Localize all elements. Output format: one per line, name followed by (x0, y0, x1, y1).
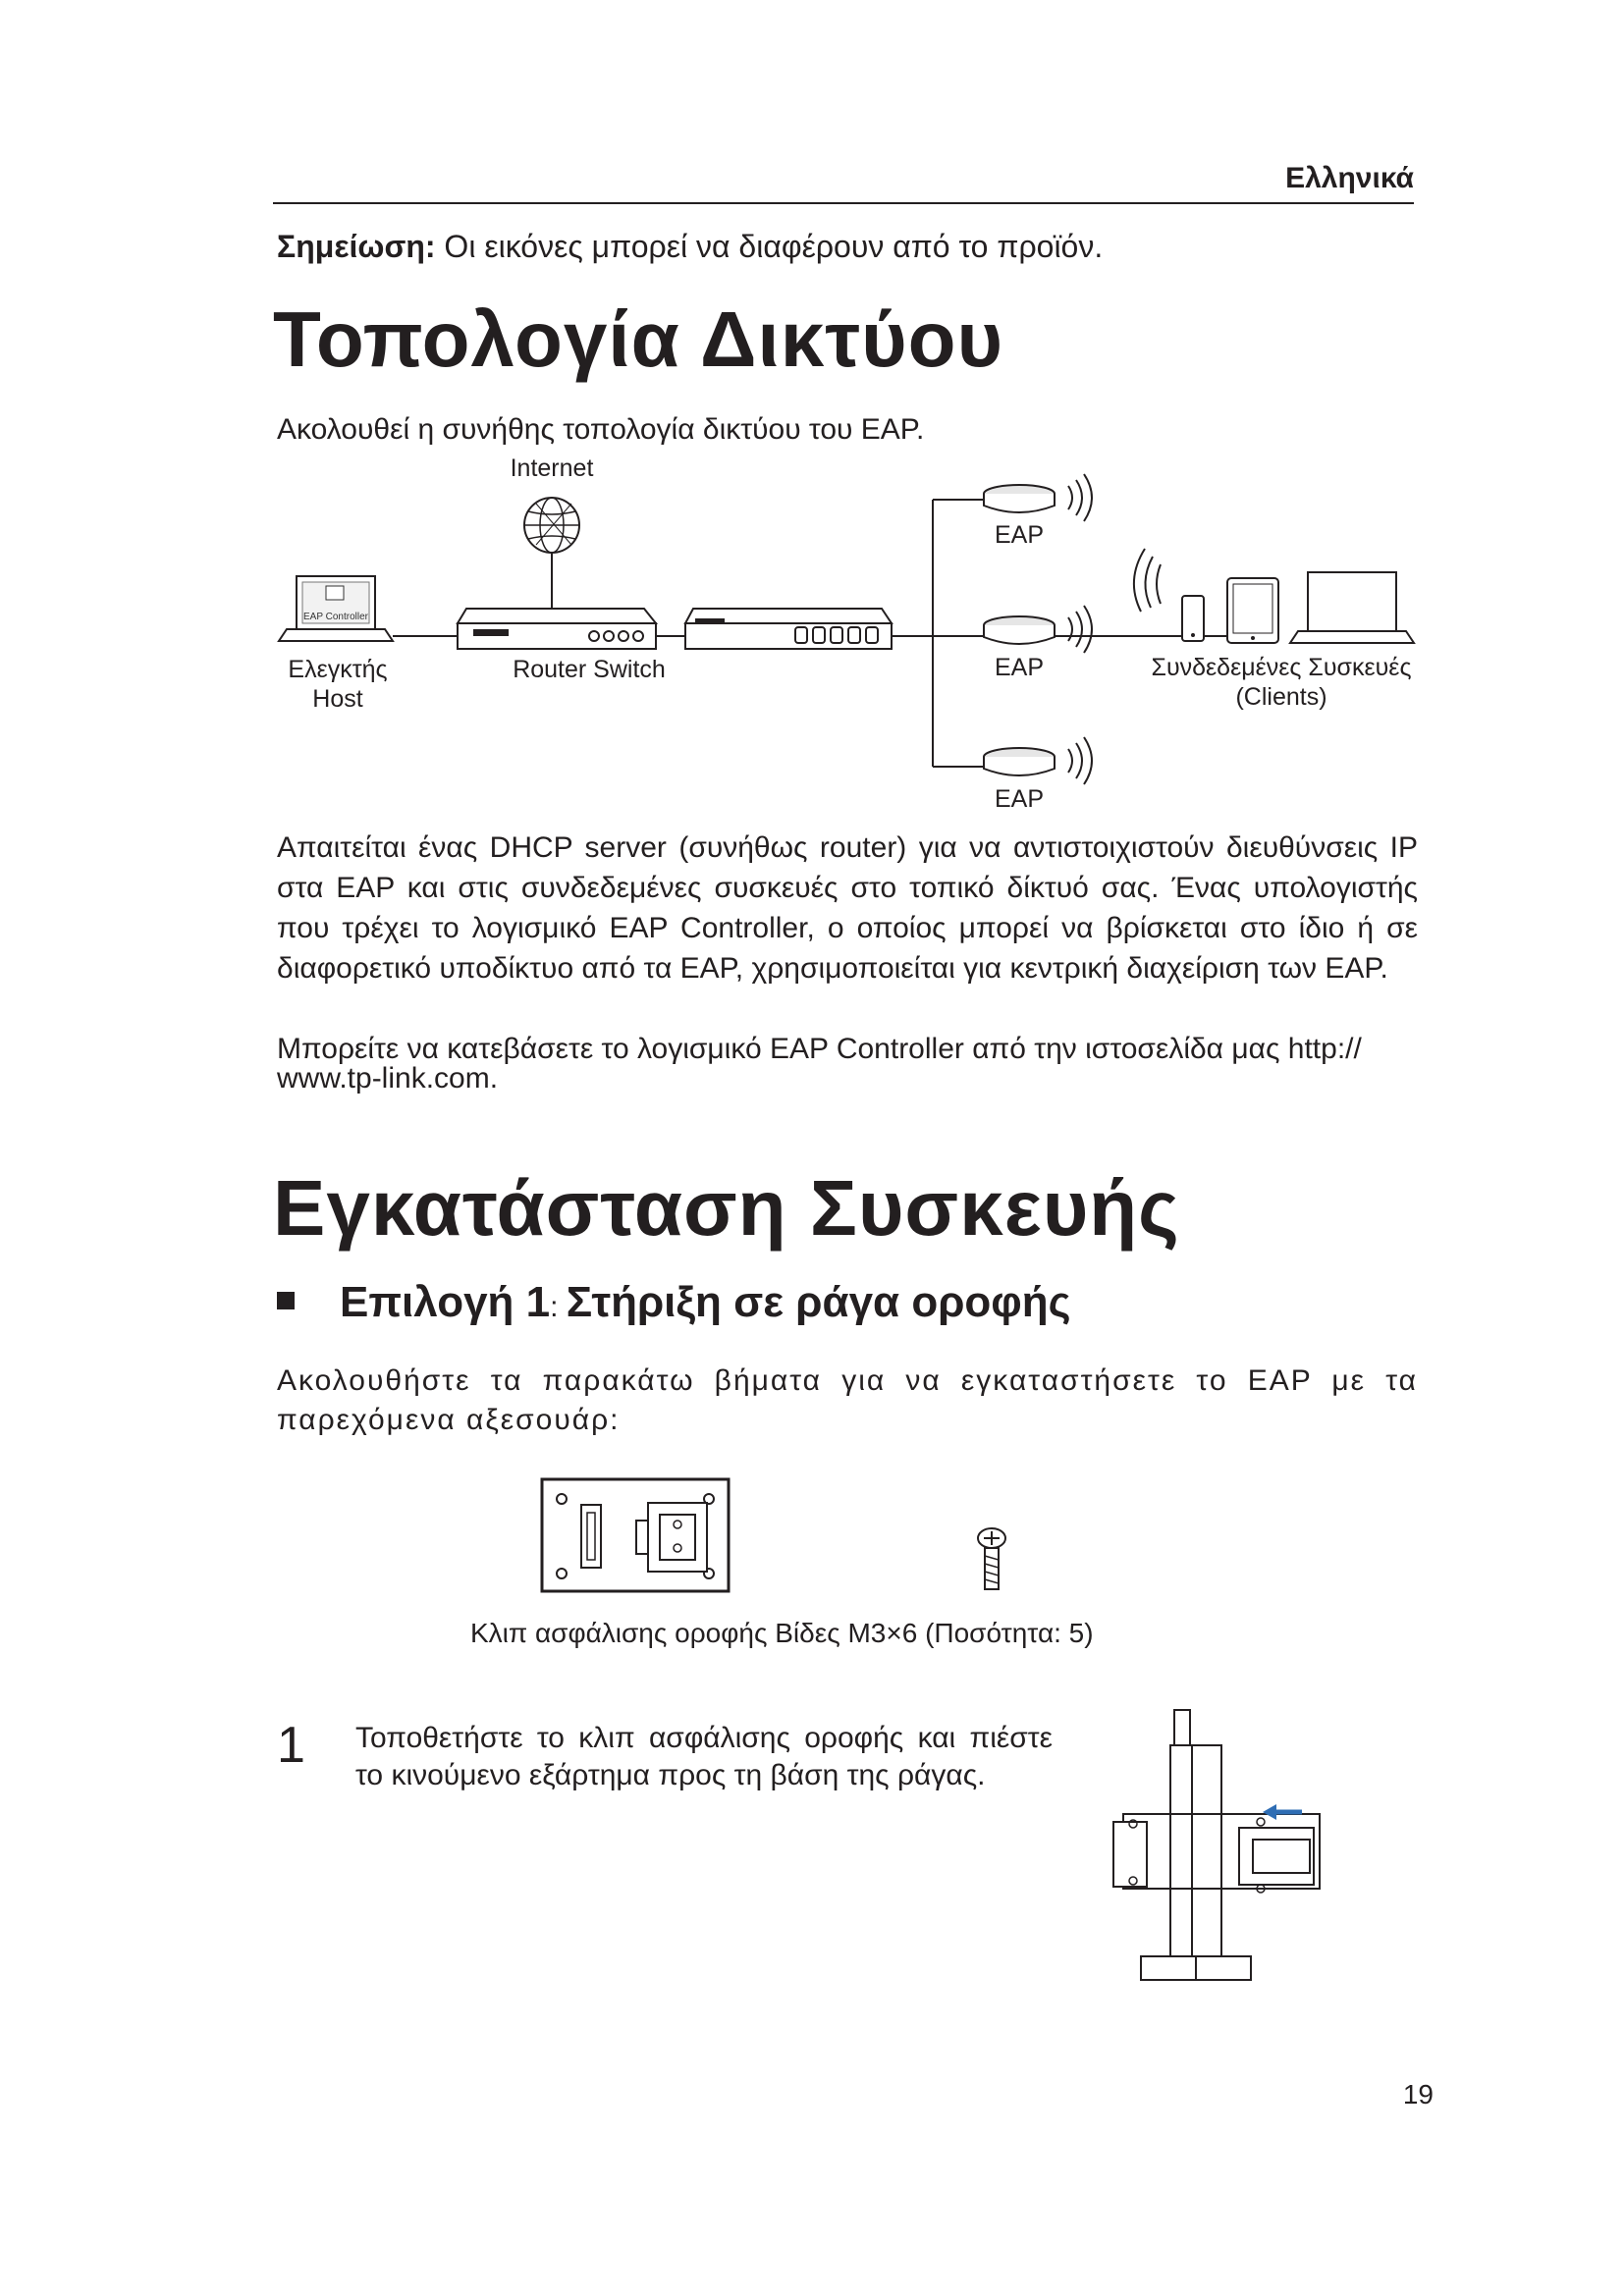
step-text: Τοποθετήστε το κλιπ ασφάλισης οροφής και πιέστε το κινούμενο εξάρτημα προς τη βάση της ράγας. (355, 1722, 1053, 1791)
laptop-icon (279, 576, 393, 641)
screw-image (972, 1526, 1011, 1595)
note (277, 229, 1103, 265)
switch-icon (685, 609, 892, 649)
clients-label-line2: (Clients) (1235, 683, 1327, 711)
host-label-line1: Ελεγκτής (288, 656, 388, 683)
router-switch-label: Router Switch (513, 656, 666, 683)
page-number: 19 (1402, 2079, 1434, 2109)
topology-paragraph-1: Απαιτείται ένας DHCP server (συνήθως router) για να αντιστοιχιστούν διευθύνσεις IP στα EAP και στις συνδεδεμένες συσκευές στο τοπικό δίκτυό σας. Ένας υπολογιστής που τρέχει το λογισμικό EAP Controller, ο οποίος μπορεί να βρίσκεται στο ίδιο ή σε διαφορετικό υποδίκτυο από τα EAP, χρησιμοποιείται για κεντρική διαχείριση των EAP. (277, 831, 1418, 985)
eap-icon (984, 737, 1092, 784)
installation-title: Εγκατάσταση Συσκευής (273, 1164, 1180, 1252)
option-heading (277, 1278, 1071, 1327)
clients-label-line1: Συνδεδεμένες Συσκευές (1151, 654, 1412, 681)
step-1-rail-illustration (1110, 1706, 1365, 1991)
eap-icon (984, 606, 1092, 653)
globe-icon (524, 498, 579, 553)
wifi-signal-icon (1134, 549, 1161, 612)
note-text: Οι εικόνες μπορεί να διαφέρουν από το προϊόν. (435, 229, 1104, 264)
option-label: Επιλογή 1 (340, 1278, 551, 1326)
host-label-line2: Host (312, 685, 363, 713)
installation-intro: Ακολουθήστε τα παρακάτω βήματα για να εγκαταστήσετε το EAP με τα παρεχόμενα αξεσουάρ: (277, 1364, 1418, 1436)
push-arrow-icon (1263, 1804, 1302, 1820)
internet-label: Internet (510, 454, 594, 482)
topology-intro: Ακολουθεί η συνήθης τοπολογία δικτύου του EAP. (277, 413, 925, 446)
bullet-square-icon (277, 1292, 295, 1309)
header-divider (273, 202, 1414, 204)
language-label: Ελληνικά (1285, 162, 1414, 194)
eap-icon (984, 474, 1092, 521)
eap-label-bottom: EAP (994, 785, 1045, 813)
laptop-client-icon (1290, 572, 1414, 643)
eap-label-middle: EAP (994, 654, 1045, 681)
smartphone-icon (1182, 596, 1204, 641)
option-title: Στήριξη σε ράγα οροφής (566, 1278, 1071, 1326)
eap-label-top: EAP (994, 521, 1045, 549)
ceiling-clip-image (540, 1477, 736, 1595)
topology-paragraph-2: Μπορείτε να κατεβάσετε το λογισμικό EAP Controller από την ιστοσελίδα μας http:// www.tp-link.com. (277, 1033, 1362, 1095)
note-label: Σημείωση: (277, 229, 436, 264)
tablet-icon (1227, 578, 1278, 643)
accessories-caption: Κλιπ ασφάλισης οροφής Βίδες M3×6 (Ποσότητα: 5) (470, 1618, 1094, 1648)
step-number: 1 (277, 1717, 305, 1774)
topology-title: Τοπολογία Δικτύου (273, 295, 1004, 383)
controller-screen-label: EAP Controller (303, 612, 368, 622)
network-topology-diagram (265, 447, 1424, 820)
option-separator: : (550, 1291, 567, 1323)
router-icon (458, 609, 656, 649)
